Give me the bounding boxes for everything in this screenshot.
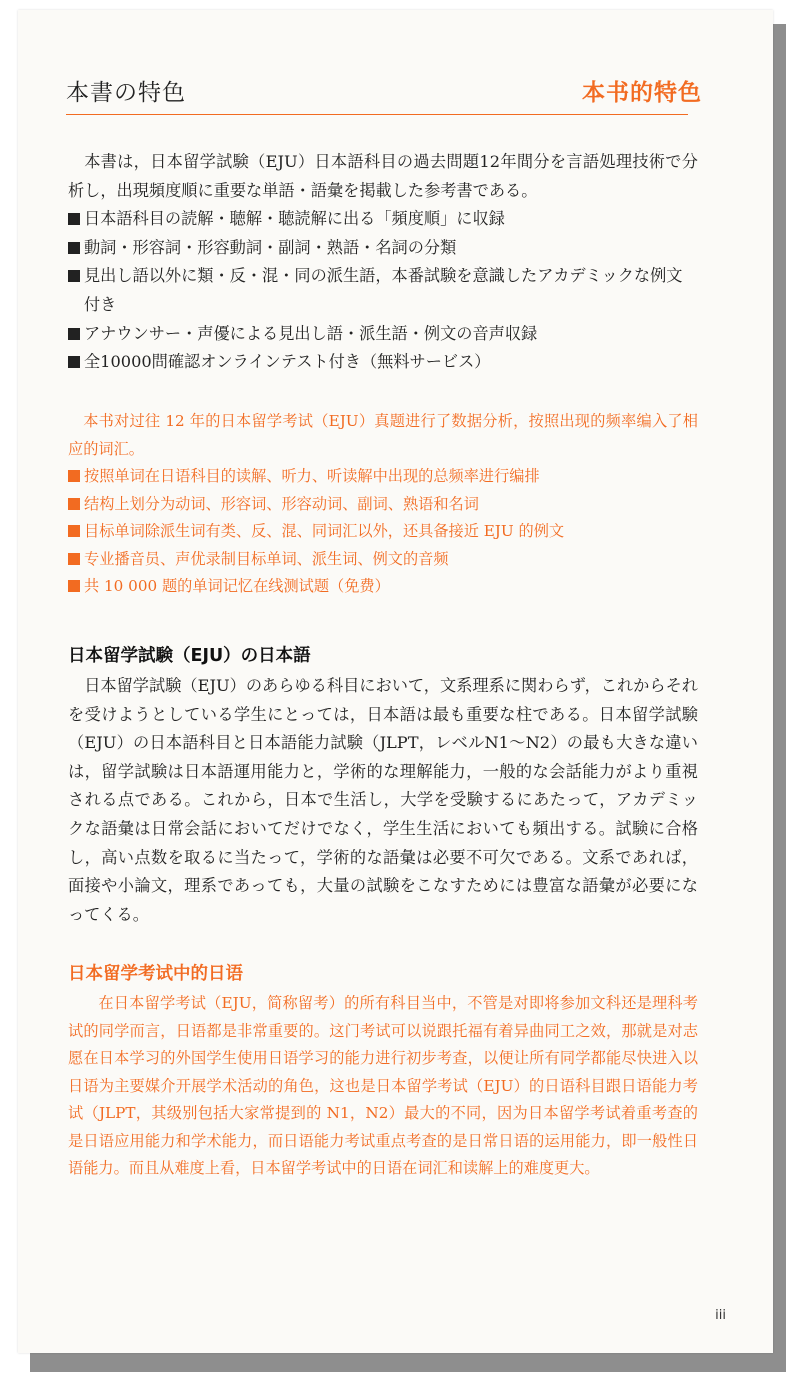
section-chinese [68,990,698,1183]
section-heading-japanese: 日本留学試験（EJU）の日本語 [68,646,311,666]
list-item: 全10000問確認オンラインテスト付き（無料サービス） [68,348,698,377]
square-bullet-icon [68,553,80,565]
list-item: 動詞・形容詞・形容動詞・副詞・熟語・名詞の分類 [68,234,698,263]
list-item: 结构上划分为动词、形容词、形容动词、副词、熟语和名词 [68,491,698,519]
section-cn-body: 在日本留学考试（EJU，简称留考）的所有科目当中，不管是对即将参加文科还是理科考试的同学而言，日语都是非常重要的。这门考试可以说跟托福有着异曲同工之效，那就是对志愿在日本学习的外国学生使用日语学习的能力进行初步考查，以便让所有同学都能尽快进入以日语为主要媒介开展学术活动的角色，这也是日本留学考试（EJU）的日语科目跟日语能力考试（JLPT，其级别包括大家常提到的 N1，N2）最大的不同，因为日本留学考试着重考查的是日语应用能力和学术能力，而日语能力考试重点考查的是日常日语的运用能力，即一般性日语能力。而且从难度上看，日本留学考试中的日语在词汇和读解上的难度更大。 [68,994,698,1177]
features-cn-intro: 本书对过往 12 年的日本留学考试（EJU）真题进行了数据分析，按照出现的频率编入了相应的词汇。 [68,412,698,458]
features-chinese [68,408,698,601]
section-japanese [68,672,698,929]
square-bullet-icon [68,328,80,340]
title-japanese: 本書の特色 [66,80,186,106]
list-item: 专业播音员、声优录制目标单词、派生词、例文的音频 [68,546,698,574]
section-heading-chinese: 日本留学考试中的日语 [68,964,243,984]
list-item: 共 10 000 题的单词记忆在线测试题（免费） [68,573,698,601]
square-bullet-icon [68,213,80,225]
features-jp-intro: 本書は，日本留学試験（EJU）日本語科目の過去問題12年間分を言語処理技術で分析し，出現頻度順に重要な単語・語彙を掲載した参考書である。 [68,152,698,200]
square-bullet-icon [68,498,80,510]
square-bullet-icon [68,270,80,282]
header-divider [66,114,688,115]
list-item: アナウンサー・声優による見出し語・派生語・例文の音声収録 [68,320,698,349]
square-bullet-icon [68,525,80,537]
square-bullet-icon [68,580,80,592]
square-bullet-icon [68,470,80,482]
page-number: iii [715,1308,726,1323]
square-bullet-icon [68,356,80,368]
section-jp-body: 日本留学試験（EJU）のあらゆる科目において，文系理系に関わらず，これからそれを受けようとしている学生にとっては，日本語は最も重要な柱である。日本留学試験（EJU）の日本語科目と日本語能力試験（JLPT，レベルN1～N2）の最も大きな違いは，留学試験は日本語運用能力と，学術的な理解能力，一般的な会話能力がより重視される点である。これから，日本で生活し，大学を受験するにあたって，アカデミックな語彙は日常会話においてだけでなく，学生生活においても頻出する。試験に合格し，高い点数を取るに当たって，学術的な語彙は必要不可欠である。文系であれば，面接や小論文，理系であっても，大量の試験をこなすためには豊富な語彙が必要になってくる。 [68,676,698,924]
list-item: 日本語科目の読解・聴解・聴読解に出る「頻度順」に収録 [68,205,698,234]
list-item: 見出し語以外に類・反・混・同の派生語，本番試験を意識したアカデミックな例文付き [68,262,698,319]
title-chinese: 本书的特色 [582,80,702,106]
list-item: 按照单词在日语科目的读解、听力、听读解中出现的总频率进行编排 [68,463,698,491]
square-bullet-icon [68,242,80,254]
list-item: 目标单词除派生词有类、反、混、同词汇以外，还具备接近 EJU 的例文 [68,518,698,546]
features-japanese [68,148,698,377]
